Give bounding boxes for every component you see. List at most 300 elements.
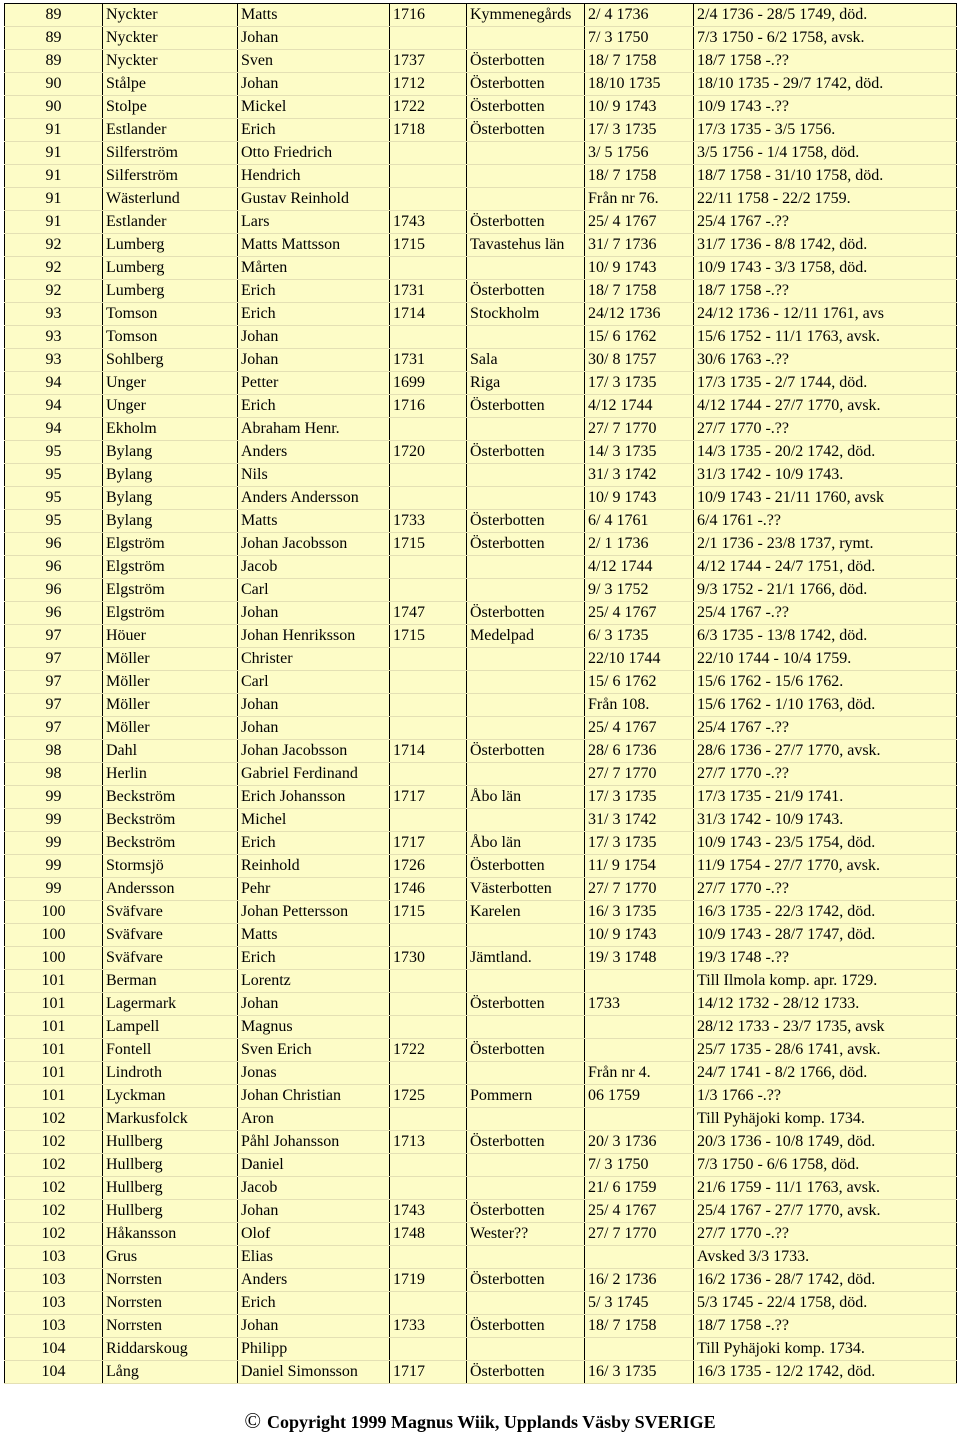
table-row <box>5 832 957 855</box>
cell-place <box>467 257 585 280</box>
cell-place: Kymmenegårds <box>467 4 585 27</box>
cell-nr: 101 <box>5 1062 103 1085</box>
cell-born <box>390 464 467 487</box>
cell-enlisted: 31/ 7 1736 <box>585 234 694 257</box>
cell-nr: 93 <box>5 303 103 326</box>
table-row <box>5 27 957 50</box>
cell-place <box>467 487 585 510</box>
cell-enlisted: 16/ 3 1735 <box>585 1361 694 1384</box>
cell-surname: Silferström <box>103 142 238 165</box>
table-row <box>5 878 957 901</box>
table-row <box>5 993 957 1016</box>
cell-nr: 91 <box>5 142 103 165</box>
register-sheet <box>4 3 956 1384</box>
cell-firstname: Johan <box>238 602 390 625</box>
cell-surname: Grus <box>103 1246 238 1269</box>
cell-surname: Wästerlund <box>103 188 238 211</box>
cell-service: 15/6 1752 - 11/1 1763, avsk. <box>694 326 957 349</box>
cell-enlisted: Från nr 4. <box>585 1062 694 1085</box>
cell-surname: Lindroth <box>103 1062 238 1085</box>
cell-place <box>467 1108 585 1131</box>
cell-firstname: Johan <box>238 1315 390 1338</box>
cell-enlisted: 27/ 7 1770 <box>585 763 694 786</box>
table-row <box>5 1246 957 1269</box>
cell-enlisted: 21/ 6 1759 <box>585 1177 694 1200</box>
cell-service: 15/6 1762 - 1/10 1763, död. <box>694 694 957 717</box>
table-row <box>5 602 957 625</box>
cell-surname: Nyckter <box>103 27 238 50</box>
table-row <box>5 1223 957 1246</box>
cell-enlisted: Från 108. <box>585 694 694 717</box>
cell-nr: 92 <box>5 257 103 280</box>
cell-service: 28/6 1736 - 27/7 1770, avsk. <box>694 740 957 763</box>
cell-service: 10/9 1743 - 21/11 1760, avsk <box>694 487 957 510</box>
cell-born: 1717 <box>390 786 467 809</box>
cell-surname: Fontell <box>103 1039 238 1062</box>
cell-surname: Nyckter <box>103 4 238 27</box>
cell-enlisted: 2/ 4 1736 <box>585 4 694 27</box>
cell-firstname: Matts <box>238 4 390 27</box>
cell-firstname: Sven Erich <box>238 1039 390 1062</box>
cell-place <box>467 1016 585 1039</box>
cell-place: Österbotten <box>467 211 585 234</box>
cell-firstname: Matts <box>238 924 390 947</box>
cell-nr: 99 <box>5 809 103 832</box>
cell-place: Jämtland. <box>467 947 585 970</box>
cell-born <box>390 556 467 579</box>
cell-firstname: Pehr <box>238 878 390 901</box>
cell-born: 1733 <box>390 510 467 533</box>
cell-place: Österbotten <box>467 441 585 464</box>
cell-place: Österbotten <box>467 855 585 878</box>
table-row <box>5 533 957 556</box>
cell-service: 15/6 1762 - 15/6 1762. <box>694 671 957 694</box>
cell-enlisted: 30/ 8 1757 <box>585 349 694 372</box>
cell-place: Åbo län <box>467 832 585 855</box>
cell-surname: Sväfvare <box>103 924 238 947</box>
cell-place: Österbotten <box>467 740 585 763</box>
cell-enlisted: 18/ 7 1758 <box>585 165 694 188</box>
cell-born: 1743 <box>390 211 467 234</box>
cell-firstname: Abraham Henr. <box>238 418 390 441</box>
cell-place: Karelen <box>467 901 585 924</box>
table-row <box>5 1200 957 1223</box>
cell-place <box>467 763 585 786</box>
cell-place: Österbotten <box>467 602 585 625</box>
cell-surname: Silferström <box>103 165 238 188</box>
cell-nr: 103 <box>5 1292 103 1315</box>
cell-born <box>390 809 467 832</box>
cell-place: Sala <box>467 349 585 372</box>
cell-surname: Dahl <box>103 740 238 763</box>
cell-enlisted: 10/ 9 1743 <box>585 924 694 947</box>
cell-place: Österbotten <box>467 119 585 142</box>
cell-born <box>390 188 467 211</box>
cell-nr: 94 <box>5 418 103 441</box>
cell-service: 1/3 1766 -.?? <box>694 1085 957 1108</box>
cell-nr: 92 <box>5 280 103 303</box>
cell-born: 1717 <box>390 832 467 855</box>
cell-firstname: Matts Mattsson <box>238 234 390 257</box>
cell-born: 1713 <box>390 1131 467 1154</box>
cell-service: 17/3 1735 - 2/7 1744, död. <box>694 372 957 395</box>
cell-surname: Lumberg <box>103 234 238 257</box>
cell-nr: 89 <box>5 4 103 27</box>
table-row <box>5 96 957 119</box>
cell-nr: 98 <box>5 763 103 786</box>
cell-place: Österbotten <box>467 1269 585 1292</box>
cell-place <box>467 188 585 211</box>
cell-surname: Bylang <box>103 510 238 533</box>
cell-enlisted <box>585 1039 694 1062</box>
cell-enlisted: 9/ 3 1752 <box>585 579 694 602</box>
cell-surname: Herlin <box>103 763 238 786</box>
cell-nr: 97 <box>5 648 103 671</box>
cell-born: 1712 <box>390 73 467 96</box>
cell-surname: Möller <box>103 694 238 717</box>
cell-enlisted: 20/ 3 1736 <box>585 1131 694 1154</box>
cell-enlisted: 25/ 4 1767 <box>585 1200 694 1223</box>
cell-enlisted: 1733 <box>585 993 694 1016</box>
cell-service: 4/12 1744 - 27/7 1770, avsk. <box>694 395 957 418</box>
cell-nr: 91 <box>5 165 103 188</box>
cell-firstname: Daniel <box>238 1154 390 1177</box>
soldier-register-table <box>4 3 957 1384</box>
cell-surname: Norrsten <box>103 1269 238 1292</box>
cell-place: Wester?? <box>467 1223 585 1246</box>
cell-enlisted: 10/ 9 1743 <box>585 96 694 119</box>
cell-firstname: Johan <box>238 694 390 717</box>
table-row <box>5 418 957 441</box>
cell-service: 27/7 1770 -.?? <box>694 1223 957 1246</box>
table-row <box>5 579 957 602</box>
cell-surname: Sväfvare <box>103 947 238 970</box>
cell-enlisted: 17/ 3 1735 <box>585 119 694 142</box>
cell-enlisted: 18/ 7 1758 <box>585 280 694 303</box>
cell-enlisted: 28/ 6 1736 <box>585 740 694 763</box>
cell-nr: 101 <box>5 970 103 993</box>
cell-surname: Norrsten <box>103 1315 238 1338</box>
cell-firstname: Anders <box>238 441 390 464</box>
cell-nr: 104 <box>5 1361 103 1384</box>
cell-firstname: Erich <box>238 119 390 142</box>
cell-place <box>467 142 585 165</box>
cell-firstname: Erich <box>238 280 390 303</box>
cell-born: 1720 <box>390 441 467 464</box>
cell-born: 1733 <box>390 1315 467 1338</box>
cell-born: 1715 <box>390 234 467 257</box>
cell-enlisted: 24/12 1736 <box>585 303 694 326</box>
cell-place <box>467 671 585 694</box>
cell-enlisted: 6/ 4 1761 <box>585 510 694 533</box>
cell-born <box>390 165 467 188</box>
cell-place <box>467 924 585 947</box>
cell-surname: Beckström <box>103 809 238 832</box>
cell-enlisted: 7/ 3 1750 <box>585 27 694 50</box>
cell-nr: 102 <box>5 1131 103 1154</box>
cell-born <box>390 1246 467 1269</box>
cell-service: 18/7 1758 -.?? <box>694 50 957 73</box>
cell-service: 21/6 1759 - 11/1 1763, avsk. <box>694 1177 957 1200</box>
cell-service: 31/7 1736 - 8/8 1742, död. <box>694 234 957 257</box>
cell-place <box>467 970 585 993</box>
cell-firstname: Johan Henriksson <box>238 625 390 648</box>
cell-born: 1714 <box>390 303 467 326</box>
table-row <box>5 280 957 303</box>
cell-nr: 97 <box>5 625 103 648</box>
table-row <box>5 763 957 786</box>
cell-enlisted: 17/ 3 1735 <box>585 786 694 809</box>
table-row <box>5 441 957 464</box>
cell-enlisted: 22/10 1744 <box>585 648 694 671</box>
cell-firstname: Magnus <box>238 1016 390 1039</box>
cell-surname: Möller <box>103 671 238 694</box>
cell-service: 7/3 1750 - 6/6 1758, död. <box>694 1154 957 1177</box>
cell-nr: 90 <box>5 73 103 96</box>
cell-place <box>467 165 585 188</box>
cell-surname: Lumberg <box>103 257 238 280</box>
table-row <box>5 671 957 694</box>
cell-born: 1719 <box>390 1269 467 1292</box>
cell-firstname: Johan Jacobsson <box>238 740 390 763</box>
cell-service: Till Pyhäjoki komp. 1734. <box>694 1338 957 1361</box>
cell-service: 17/3 1735 - 3/5 1756. <box>694 119 957 142</box>
table-row <box>5 1108 957 1131</box>
cell-place: Österbotten <box>467 993 585 1016</box>
cell-surname: Andersson <box>103 878 238 901</box>
cell-firstname: Johan Jacobsson <box>238 533 390 556</box>
cell-surname: Riddarskoug <box>103 1338 238 1361</box>
cell-service: 25/4 1767 -.?? <box>694 211 957 234</box>
cell-service: 24/7 1741 - 8/2 1766, död. <box>694 1062 957 1085</box>
cell-place: Österbotten <box>467 395 585 418</box>
cell-nr: 102 <box>5 1200 103 1223</box>
table-row <box>5 303 957 326</box>
cell-born: 1722 <box>390 96 467 119</box>
cell-surname: Markusfolck <box>103 1108 238 1131</box>
table-row <box>5 1315 957 1338</box>
cell-nr: 102 <box>5 1177 103 1200</box>
cell-nr: 92 <box>5 234 103 257</box>
cell-nr: 95 <box>5 510 103 533</box>
cell-surname: Unger <box>103 395 238 418</box>
cell-place <box>467 27 585 50</box>
cell-born <box>390 717 467 740</box>
cell-nr: 89 <box>5 50 103 73</box>
table-row <box>5 510 957 533</box>
cell-born <box>390 763 467 786</box>
table-row <box>5 1292 957 1315</box>
cell-nr: 91 <box>5 188 103 211</box>
cell-place: Riga <box>467 372 585 395</box>
cell-born: 1747 <box>390 602 467 625</box>
cell-place: Österbotten <box>467 1131 585 1154</box>
cell-firstname: Petter <box>238 372 390 395</box>
cell-enlisted <box>585 1016 694 1039</box>
cell-surname: Berman <box>103 970 238 993</box>
cell-born: 1746 <box>390 878 467 901</box>
table-row <box>5 556 957 579</box>
cell-firstname: Johan <box>238 73 390 96</box>
cell-nr: 99 <box>5 878 103 901</box>
cell-firstname: Lorentz <box>238 970 390 993</box>
cell-service: 4/12 1744 - 24/7 1751, död. <box>694 556 957 579</box>
cell-nr: 94 <box>5 395 103 418</box>
cell-surname: Elgström <box>103 533 238 556</box>
cell-surname: Unger <box>103 372 238 395</box>
cell-born <box>390 1016 467 1039</box>
cell-firstname: Johan Christian <box>238 1085 390 1108</box>
cell-surname: Hullberg <box>103 1131 238 1154</box>
cell-firstname: Matts <box>238 510 390 533</box>
cell-nr: 89 <box>5 27 103 50</box>
cell-firstname: Elias <box>238 1246 390 1269</box>
cell-place: Åbo län <box>467 786 585 809</box>
cell-place <box>467 464 585 487</box>
table-row <box>5 395 957 418</box>
cell-service: 24/12 1736 - 12/11 1761, avs <box>694 303 957 326</box>
cell-enlisted: 16/ 3 1735 <box>585 901 694 924</box>
table-row <box>5 970 957 993</box>
cell-born <box>390 671 467 694</box>
cell-surname: Bylang <box>103 441 238 464</box>
cell-born <box>390 1338 467 1361</box>
cell-firstname: Jacob <box>238 1177 390 1200</box>
table-row <box>5 947 957 970</box>
cell-service: 20/3 1736 - 10/8 1749, död. <box>694 1131 957 1154</box>
cell-born <box>390 579 467 602</box>
cell-born: 1699 <box>390 372 467 395</box>
cell-place <box>467 1246 585 1269</box>
cell-surname: Bylang <box>103 464 238 487</box>
copyright-icon: © <box>244 1408 262 1433</box>
cell-place: Österbotten <box>467 1361 585 1384</box>
cell-service: 10/9 1743 - 3/3 1758, död. <box>694 257 957 280</box>
cell-place <box>467 1177 585 1200</box>
cell-nr: 91 <box>5 211 103 234</box>
cell-firstname: Anders Andersson <box>238 487 390 510</box>
cell-enlisted: Från nr 76. <box>585 188 694 211</box>
table-row <box>5 694 957 717</box>
cell-nr: 101 <box>5 993 103 1016</box>
table-row <box>5 1085 957 1108</box>
cell-firstname: Daniel Simonsson <box>238 1361 390 1384</box>
cell-firstname: Johan <box>238 349 390 372</box>
cell-surname: Elgström <box>103 556 238 579</box>
cell-place <box>467 556 585 579</box>
cell-nr: 102 <box>5 1223 103 1246</box>
cell-enlisted: 19/ 3 1748 <box>585 947 694 970</box>
cell-firstname: Erich <box>238 1292 390 1315</box>
cell-firstname: Otto Friedrich <box>238 142 390 165</box>
cell-born <box>390 970 467 993</box>
cell-place: Tavastehus län <box>467 234 585 257</box>
cell-nr: 96 <box>5 533 103 556</box>
cell-born <box>390 1177 467 1200</box>
table-row <box>5 809 957 832</box>
table-body <box>5 4 957 1384</box>
cell-born: 1715 <box>390 901 467 924</box>
cell-service: 16/3 1735 - 22/3 1742, död. <box>694 901 957 924</box>
cell-nr: 101 <box>5 1085 103 1108</box>
cell-service: 18/7 1758 -.?? <box>694 280 957 303</box>
table-row <box>5 1062 957 1085</box>
table-row <box>5 257 957 280</box>
cell-firstname: Erich <box>238 832 390 855</box>
cell-firstname: Johan <box>238 717 390 740</box>
cell-surname: Ekholm <box>103 418 238 441</box>
cell-nr: 98 <box>5 740 103 763</box>
table-row <box>5 924 957 947</box>
cell-surname: Lyckman <box>103 1085 238 1108</box>
cell-place: Pommern <box>467 1085 585 1108</box>
table-row <box>5 648 957 671</box>
cell-firstname: Lars <box>238 211 390 234</box>
cell-born: 1717 <box>390 1361 467 1384</box>
cell-firstname: Gustav Reinhold <box>238 188 390 211</box>
cell-born <box>390 257 467 280</box>
cell-enlisted: 2/ 1 1736 <box>585 533 694 556</box>
cell-service: Till Pyhäjoki komp. 1734. <box>694 1108 957 1131</box>
cell-born <box>390 648 467 671</box>
cell-service: 16/3 1735 - 12/2 1742, död. <box>694 1361 957 1384</box>
cell-born: 1748 <box>390 1223 467 1246</box>
cell-enlisted: 27/ 7 1770 <box>585 418 694 441</box>
table-row <box>5 464 957 487</box>
cell-surname: Lagermark <box>103 993 238 1016</box>
cell-place <box>467 1292 585 1315</box>
table-row <box>5 1338 957 1361</box>
cell-surname: Nyckter <box>103 50 238 73</box>
cell-surname: Norrsten <box>103 1292 238 1315</box>
cell-surname: Beckström <box>103 832 238 855</box>
cell-born: 1715 <box>390 625 467 648</box>
cell-born: 1716 <box>390 395 467 418</box>
cell-nr: 97 <box>5 717 103 740</box>
cell-surname: Beckström <box>103 786 238 809</box>
table-row <box>5 487 957 510</box>
cell-place: Österbotten <box>467 1315 585 1338</box>
cell-firstname: Reinhold <box>238 855 390 878</box>
cell-enlisted: 25/ 4 1767 <box>585 602 694 625</box>
cell-surname: Bylang <box>103 487 238 510</box>
cell-enlisted: 16/ 2 1736 <box>585 1269 694 1292</box>
cell-place <box>467 579 585 602</box>
table-row <box>5 165 957 188</box>
cell-enlisted: 4/12 1744 <box>585 556 694 579</box>
cell-surname: Sväfvare <box>103 901 238 924</box>
cell-service: 27/7 1770 -.?? <box>694 878 957 901</box>
cell-born: 1743 <box>390 1200 467 1223</box>
cell-surname: Möller <box>103 648 238 671</box>
cell-born: 1722 <box>390 1039 467 1062</box>
cell-enlisted <box>585 970 694 993</box>
cell-place <box>467 694 585 717</box>
cell-service: 3/5 1756 - 1/4 1758, död. <box>694 142 957 165</box>
cell-place <box>467 1154 585 1177</box>
cell-born <box>390 27 467 50</box>
cell-service: 25/4 1767 -.?? <box>694 602 957 625</box>
table-row <box>5 372 957 395</box>
cell-place: Stockholm <box>467 303 585 326</box>
cell-service: 17/3 1735 - 21/9 1741. <box>694 786 957 809</box>
table-row <box>5 73 957 96</box>
cell-place: Österbotten <box>467 96 585 119</box>
cell-place <box>467 1338 585 1361</box>
cell-nr: 99 <box>5 786 103 809</box>
table-row <box>5 1016 957 1039</box>
cell-surname: Hullberg <box>103 1154 238 1177</box>
